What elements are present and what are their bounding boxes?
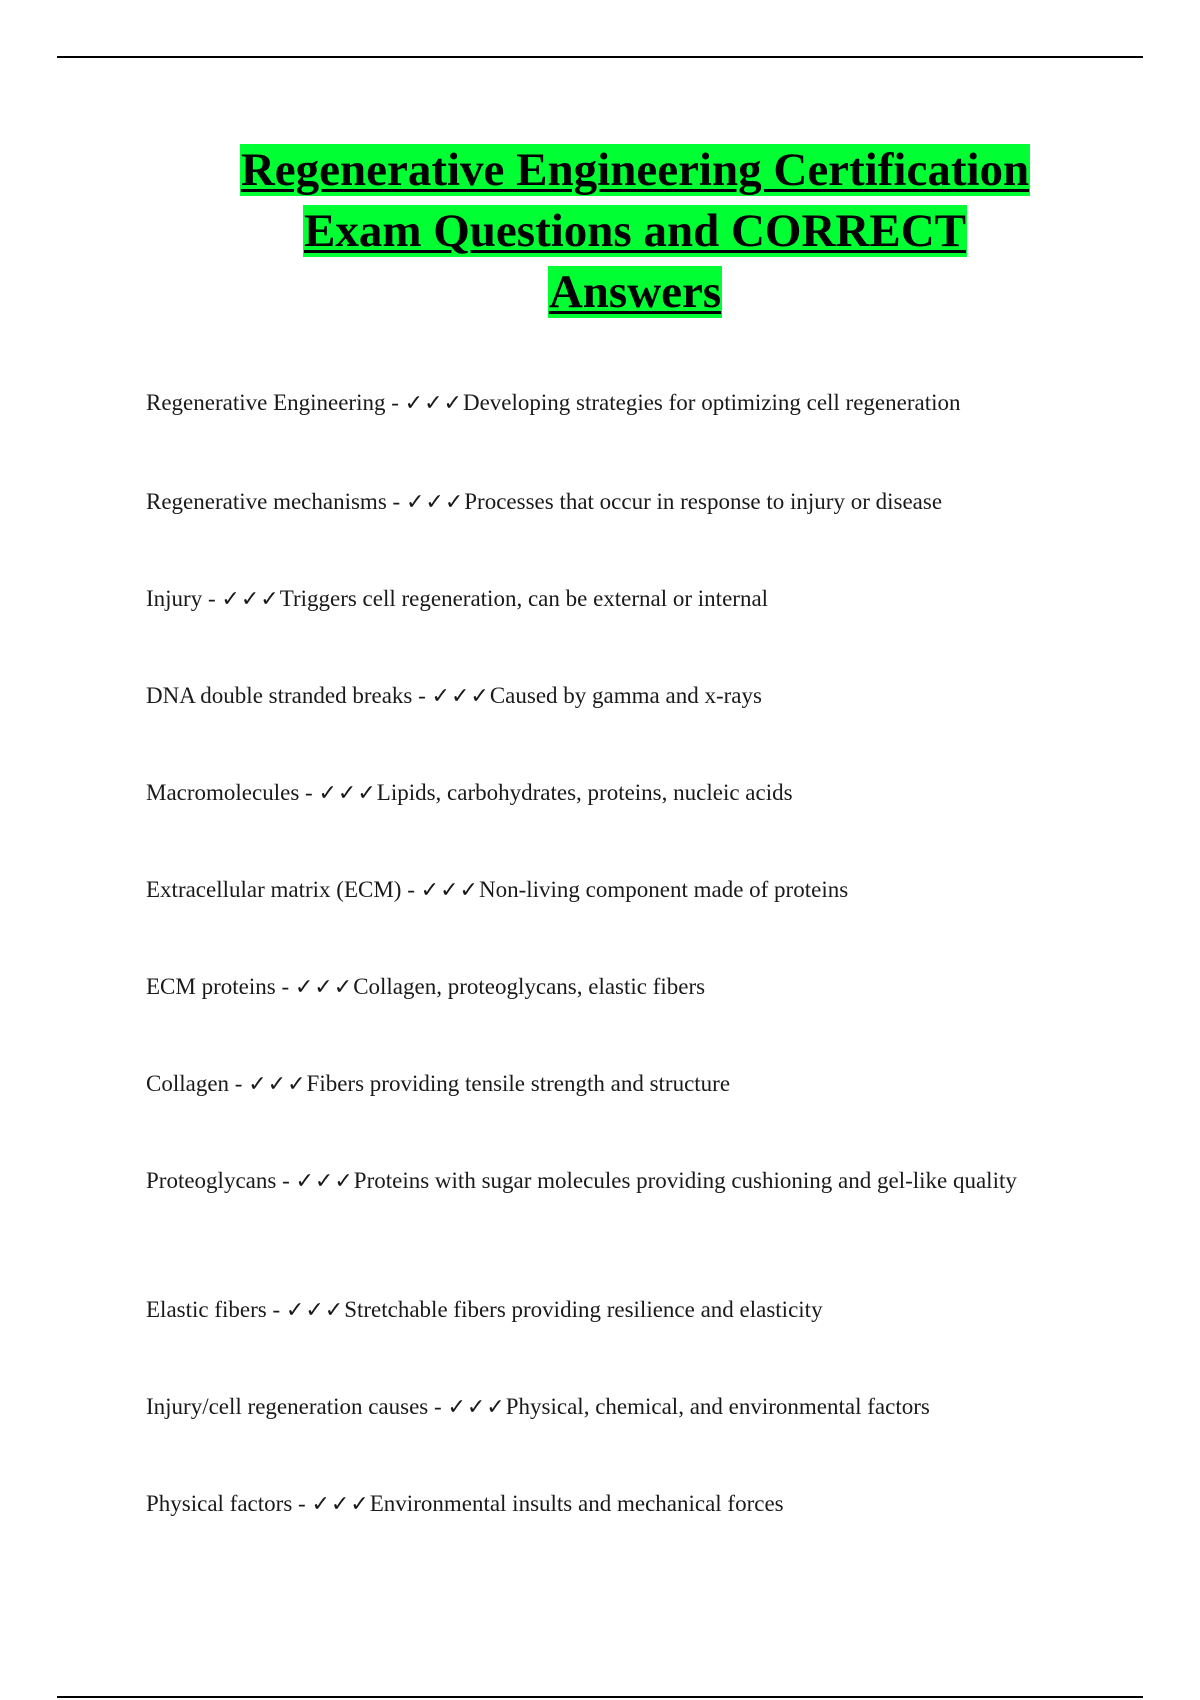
qa-answer: Caused by gamma and x-rays: [489, 683, 762, 708]
qa-term: Extracellular matrix (ECM): [146, 877, 402, 902]
qa-answer: Triggers cell regeneration, can be external or internal: [279, 586, 769, 611]
qa-answer: Collagen, proteoglycans, elastic fibers: [353, 974, 706, 999]
checkmark-icon: ✓✓✓: [295, 1169, 354, 1194]
qa-term: Injury: [146, 586, 203, 611]
checkmark-icon: ✓✓✓: [318, 781, 377, 806]
qa-term: Regenerative mechanisms: [146, 489, 387, 514]
qa-item: Injury/cell regeneration causes - ✓✓✓Physical, chemical, and environmental factors: [146, 1394, 930, 1420]
title-line-3: Answers: [548, 266, 722, 318]
checkmark-icon: ✓✓✓: [248, 1072, 307, 1097]
qa-term: ECM proteins: [146, 974, 276, 999]
qa-item: Regenerative mechanisms - ✓✓✓Processes that occur in response to injury or disease: [146, 489, 943, 515]
qa-answer: Non-living component made of proteins: [478, 877, 849, 902]
title-line-2: Exam Questions and CORRECT: [303, 205, 967, 257]
top-rule: [57, 56, 1143, 58]
checkmark-icon: ✓✓✓: [311, 1492, 370, 1517]
qa-answer: Stretchable fibers providing resilience and elasticity: [344, 1297, 823, 1322]
qa-answer: Processes that occur in response to injury or disease: [464, 489, 943, 514]
checkmark-icon: ✓✓✓: [447, 1395, 506, 1420]
checkmark-icon: ✓✓✓: [294, 975, 354, 1000]
qa-answer: Proteins with sugar molecules providing cushioning and gel-like quality: [353, 1168, 1017, 1193]
qa-item: Macromolecules - ✓✓✓Lipids, carbohydrates, proteins, nucleic acids: [146, 780, 793, 806]
title-line-1: Regenerative Engineering Certification: [240, 144, 1030, 196]
qa-term: Macromolecules: [146, 780, 300, 805]
qa-item: Physical factors - ✓✓✓Environmental insults and mechanical forces: [146, 1491, 784, 1517]
checkmark-icon: ✓✓✓: [420, 878, 479, 903]
qa-term: Injury/cell regeneration causes: [146, 1394, 429, 1419]
qa-term: Proteoglycans: [146, 1168, 277, 1193]
qa-term: Elastic fibers: [146, 1297, 267, 1322]
checkmark-icon: ✓✓✓: [431, 684, 490, 709]
checkmark-icon: ✓✓✓: [405, 490, 465, 515]
qa-term: Regenerative Engineering: [146, 390, 386, 415]
qa-answer: Fibers providing tensile strength and structure: [306, 1071, 731, 1096]
qa-term: DNA double stranded breaks: [146, 683, 413, 708]
qa-item: Elastic fibers - ✓✓✓Stretchable fibers providing resilience and elasticity: [146, 1297, 823, 1323]
bottom-rule: [57, 1696, 1143, 1698]
qa-item: Collagen - ✓✓✓Fibers providing tensile strength and structure: [146, 1071, 731, 1097]
checkmark-icon: ✓✓✓: [285, 1298, 345, 1323]
qa-answer: Physical, chemical, and environmental factors: [505, 1394, 930, 1419]
checkmark-icon: ✓✓✓: [404, 391, 463, 416]
qa-answer: Lipids, carbohydrates, proteins, nucleic acids: [376, 780, 793, 805]
qa-term: Physical factors: [146, 1491, 293, 1516]
checkmark-icon: ✓✓✓: [221, 587, 280, 612]
qa-item: Injury - ✓✓✓Triggers cell regeneration, can be external or internal: [146, 586, 769, 612]
qa-item: ECM proteins - ✓✓✓Collagen, proteoglycans, elastic fibers: [146, 974, 706, 1000]
page-title: [140, 140, 1130, 323]
qa-item: Proteoglycans - ✓✓✓Proteins with sugar molecules providing cushioning and gel-like quality: [146, 1168, 1017, 1194]
qa-item: DNA double stranded breaks - ✓✓✓Caused by gamma and x-rays: [146, 683, 762, 709]
qa-answer: Developing strategies for optimizing cell regeneration: [462, 390, 961, 415]
qa-term: Collagen: [146, 1071, 230, 1096]
qa-answer: Environmental insults and mechanical forces: [369, 1491, 784, 1516]
qa-item: Regenerative Engineering - ✓✓✓Developing strategies for optimizing cell regeneration: [146, 390, 961, 416]
qa-item: Extracellular matrix (ECM) - ✓✓✓Non-living component made of proteins: [146, 877, 849, 903]
